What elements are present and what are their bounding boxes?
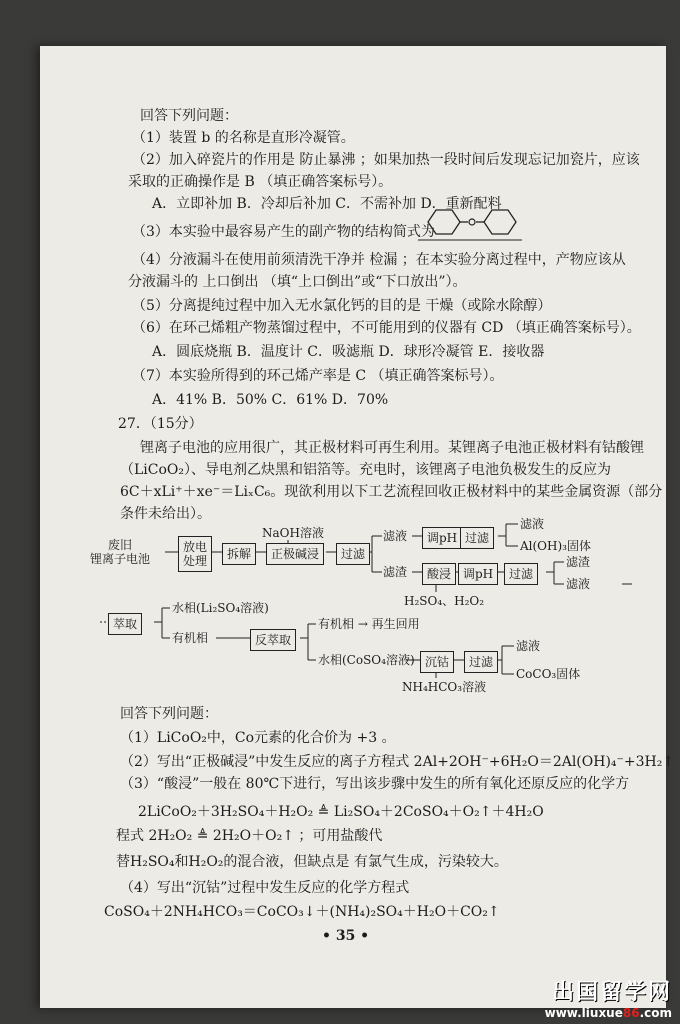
flow-filtrate: 滤液 — [520, 517, 545, 531]
watermark-logo: 出国留学网 www.liuxue86.com — [544, 980, 672, 1020]
text-line: （3）“酸浸”一般在 80℃下进行，写出该步骤中发生的所有氧化还原反应的化学方 — [120, 776, 630, 792]
text-line: 替H₂SO₄和H₂O₂的混合液，但缺点是 有氯气生成，污染较大。 — [116, 854, 508, 870]
text-line: 6C＋xLi⁺＋xe⁻＝LiₓC₆。现欲利用以下工艺流程回收正极材料中的某些金属资源（部分 — [120, 484, 663, 500]
text-line: （3）本实验中最容易产生的副产物的结构简式为 — [132, 224, 435, 240]
equation-line: CoSO₄＋2NH₄HCO₃＝CoCO₃↓＋(NH₄)₂SO₄＋H₂O＋CO₂↑ — [104, 904, 500, 920]
text-line: 程式 2H₂O₂ ≜ 2H₂O＋O₂↑ ；可用盐酸代 — [116, 828, 383, 844]
flow-aloh3-solid: Al(OH)₃固体 — [520, 539, 591, 553]
flow-residue: 滤渣 — [566, 555, 591, 569]
flow-filtrate: 滤液 — [383, 529, 408, 543]
text-line: A．立即补加 B．冷却后补加 C．不需补加 D．重新配料 — [152, 196, 502, 212]
flow-filtrate: 滤液 — [566, 577, 591, 591]
text-line: （1）装置 b 的名称是直形冷凝管。 — [132, 130, 355, 146]
flow-recycle: 有机相 → 再生回用 — [318, 617, 420, 631]
flow-naoh: NaOH溶液 — [262, 526, 324, 540]
flow-coco3-solid: CoCO₃固体 — [516, 667, 581, 681]
flow-residue: 滤渣 — [383, 565, 408, 579]
text-line: （2）写出“正极碱浸”中发生反应的离子方程式 2Al+2OH⁻+6H₂O＝2Al(OH)₄⁻+3H₂↑ — [120, 754, 675, 770]
text-line: （1）LiCoO₂中，Co元素的化合价为 +3 。 — [120, 730, 396, 746]
flow-extract: 萃取 — [108, 613, 142, 635]
text-line: （2）加入碎瓷片的作用是 防止暴沸 ；如果加热一段时间后发现忘记加瓷片，应该 — [132, 152, 640, 168]
text-line: 条件未给出）。 — [120, 506, 211, 522]
text-line: 分液漏斗的 上口倒出 （填“上口倒出”或“下口放出”）。 — [128, 274, 467, 290]
flow-acid-leach: 酸浸 — [422, 563, 456, 585]
text-line: A．41% B．50% C．61% D．70% — [152, 392, 389, 408]
flow-filter: 过滤 — [504, 563, 538, 585]
document-page — [40, 46, 675, 1008]
flow-filtrate: 滤液 — [516, 639, 541, 653]
text-line: A．圆底烧瓶 B．温度计 C．吸滤瓶 D．球形冷凝管 E．接收器 — [152, 344, 545, 360]
flow-waste-battery: 废旧 锂离子电池 — [90, 538, 151, 566]
page-number: • 35 • — [322, 928, 370, 944]
question-number: 27．（15分） — [118, 416, 203, 432]
flow-filter: 过滤 — [460, 527, 494, 549]
flow-precipitate-cobalt: 沉钴 — [420, 651, 454, 673]
text-line: 回答下列问题： — [140, 108, 238, 124]
flow-filter: 过滤 — [464, 651, 498, 673]
flow-adjust-ph: 调pH — [458, 563, 498, 585]
flow-alkali-leach: 正极碱浸 — [266, 543, 324, 565]
text-line: （4）写出“沉钴”过程中发生反应的化学方程式 — [120, 880, 410, 896]
flow-water-phase-co: 水相(CoSO₄溶液) — [318, 653, 415, 667]
text-line: （7）本实验所得到的环己烯产率是 C （填正确答案标号）。 — [132, 368, 504, 384]
text-line: 锂离子电池的应用很广，其正极材料可再生利用。某锂离子电池正极材料有钴酸锂 — [140, 440, 644, 456]
equation-line: 2LiCoO₂＋3H₂SO₄＋H₂O₂ ≜ Li₂SO₄＋2CoSO₄＋O₂↑＋4H₂O — [138, 804, 544, 820]
flow-organic-phase: 有机相 — [172, 631, 209, 645]
text-line: （LiCoO₂）、导电剂乙炔黑和铝箔等。充电时，该锂离子电池负极发生的反应为 — [120, 462, 612, 478]
flow-water-phase-li: 水相(Li₂SO₄溶液) — [172, 601, 269, 615]
text-line: 回答下列问题： — [120, 706, 218, 722]
text-line: （5）分离提纯过程中加入无水氯化钙的目的是 干燥（或除水除醇） — [132, 298, 552, 314]
text-line: 采取的正确操作是 B （填正确答案标号）。 — [128, 174, 393, 190]
flow-back-extract: 反萃取 — [250, 629, 296, 651]
flow-adjust-ph: 调pH — [422, 527, 462, 549]
text-line: （6）在环己烯粗产物蒸馏过程中，不可能用到的仪器有 CD （填正确答案标号）。 — [132, 320, 641, 336]
flow-filter: 过滤 — [336, 543, 370, 565]
flow-nh4hco3: NH₄HCO₃溶液 — [402, 680, 487, 694]
flow-disassemble: 拆解 — [222, 543, 256, 565]
text-line: （4）分液漏斗在使用前须清洗干净并 检漏 ；在本实验分离过程中，产物应该从 — [132, 252, 626, 268]
flow-acid-reagents: H₂SO₄、H₂O₂ — [404, 594, 485, 608]
flow-discharge: 放电 处理 — [178, 536, 212, 572]
